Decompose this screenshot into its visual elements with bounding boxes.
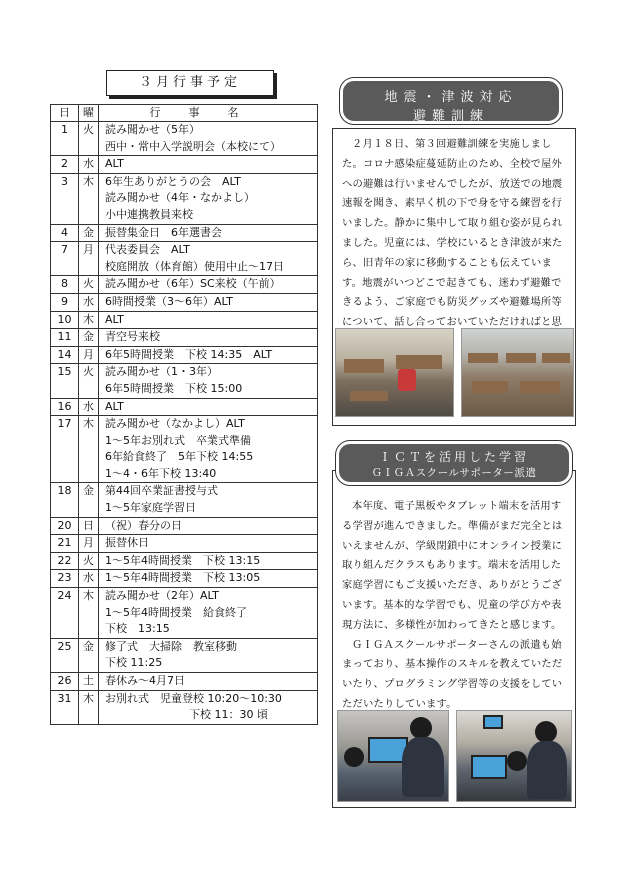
schedule-day: 2 [51, 156, 79, 174]
schedule-event [99, 638, 318, 672]
schedule-event [99, 311, 318, 329]
schedule-event-line: 読み聞かせ（2年）ALT [105, 589, 219, 603]
schedule-event-line: ALT [105, 399, 124, 413]
schedule-weekday: 水 [79, 293, 99, 311]
schedule-day: 8 [51, 276, 79, 294]
schedule-weekday: 月 [79, 346, 99, 364]
drill-title-line2: 避難訓練 [412, 109, 489, 124]
schedule-weekday: 土 [79, 673, 99, 691]
schedule-event-line: 1～4・6年下校 13:40 [105, 466, 217, 480]
schedule-event [99, 156, 318, 174]
schedule-event-line: 1～5年家庭学習日 [105, 501, 196, 515]
schedule-weekday: 金 [79, 329, 99, 347]
schedule-row [51, 552, 318, 570]
schedule-row [51, 364, 318, 398]
schedule-event-line: 振替休日 [105, 536, 149, 550]
schedule-day: 25 [51, 638, 79, 672]
schedule-row [51, 588, 318, 639]
schedule-row [51, 638, 318, 672]
schedule-row [51, 690, 318, 724]
schedule-event-line: 修了式 大掃除 教室移動 [105, 639, 237, 653]
drill-body: ２月１８日、第３回避難訓練を実施しました。コロナ感染症蔓延防止のため、全校で屋外への避難は行いませんでしたが、放送での地震速報を聞き、素早く机の下で身を守る練習を行いました。静かに集中して取り組む姿が見られました。児童には、学校にいるとき津波が来たら、旧青年の家に移動することも伝えています。地震がいつどこで起きても、迷わず避難できるよう、ご家庭でも防災グッズや避難場所等について、話し合っておいていただければと思 [342, 138, 563, 329]
schedule-day: 9 [51, 293, 79, 311]
schedule-event-line: ALT [105, 157, 124, 171]
schedule-event-line: 春休み～4月7日 [105, 674, 185, 687]
schedule-day: 10 [51, 311, 79, 329]
schedule-row [51, 570, 318, 588]
schedule-weekday: 日 [79, 517, 99, 535]
schedule-row [51, 329, 318, 347]
schedule-event [99, 416, 318, 483]
schedule-event [99, 690, 318, 724]
schedule-event-line: 読み聞かせ（なかよし）ALT [105, 417, 245, 431]
schedule-weekday: 木 [79, 311, 99, 329]
schedule-event [99, 483, 318, 517]
ict-paragraph-2: ＧＩＧＡスクールサポーターさんの派遣も始まっており、基本操作のスキルを教えていただいたり、プログラミング学習等の支援をしていただいたりしています。 [342, 638, 563, 710]
schedule-event [99, 242, 318, 276]
schedule-event-line: ALT [105, 312, 124, 326]
schedule-event-line: 6年5時間授業 下校 14:35 ALT [105, 347, 273, 361]
header-event: 行事名 [99, 105, 318, 122]
schedule-event [99, 122, 318, 156]
schedule-event-line: 第44回卒業証書授与式 [105, 484, 218, 498]
schedule-day: 7 [51, 242, 79, 276]
schedule-weekday: 金 [79, 483, 99, 517]
schedule-weekday: 水 [79, 398, 99, 416]
schedule-day: 14 [51, 346, 79, 364]
schedule-event-line: 校庭開放（体育館）使用中止～17日 [105, 259, 284, 273]
schedule-day: 17 [51, 416, 79, 483]
schedule-weekday: 火 [79, 552, 99, 570]
schedule-weekday: 金 [79, 224, 99, 242]
schedule-weekday: 金 [79, 638, 99, 672]
schedule-row [51, 311, 318, 329]
schedule-row [51, 224, 318, 242]
schedule-weekday: 火 [79, 364, 99, 398]
schedule-event [99, 224, 318, 242]
schedule-row [51, 517, 318, 535]
schedule-event [99, 517, 318, 535]
schedule-event-line: 6年5時間授業 下校 15:00 [105, 381, 243, 395]
ict-photo-2 [456, 710, 572, 802]
schedule-event [99, 346, 318, 364]
schedule-weekday: 火 [79, 276, 99, 294]
schedule-event [99, 329, 318, 347]
schedule-body [51, 122, 318, 725]
schedule-day: 4 [51, 224, 79, 242]
ict-heading [336, 441, 572, 485]
schedule-event [99, 398, 318, 416]
schedule-event-line: 小中連携教員来校 [105, 207, 193, 221]
schedule-row [51, 483, 318, 517]
schedule-day: 16 [51, 398, 79, 416]
schedule-day: 23 [51, 570, 79, 588]
schedule-event-line: 1～5年4時間授業 下校 13:15 [105, 553, 261, 567]
header-day: 日 [51, 105, 79, 122]
schedule-event-line: 1～5年お別れ式 卒業式準備 [105, 433, 251, 447]
schedule-row [51, 293, 318, 311]
schedule-day: 18 [51, 483, 79, 517]
drill-heading [340, 78, 562, 124]
schedule-event-line: 1～5年4時間授業 給食終了 [105, 605, 247, 619]
schedule-header-row [51, 105, 318, 122]
header-dow: 曜 [79, 105, 99, 122]
schedule-day: 22 [51, 552, 79, 570]
schedule-day: 15 [51, 364, 79, 398]
schedule-weekday: 木 [79, 588, 99, 639]
schedule-event-line: 読み聞かせ（1・3年） [105, 365, 218, 379]
schedule-day: 11 [51, 329, 79, 347]
schedule-day: 24 [51, 588, 79, 639]
schedule-event-line: 6時間授業（3～6年）ALT [105, 294, 233, 308]
schedule-event-line: 下校 13:15 [105, 622, 170, 636]
schedule-title: ３月行事予定 [106, 70, 274, 96]
drill-title-line1: 地震・津波対応 [384, 90, 518, 105]
schedule-event-line: 読み聞かせ（6年）SC来校（午前） [105, 277, 281, 291]
schedule-event-line: 読み聞かせ（4年・なかよし） [105, 191, 255, 205]
schedule-event [99, 276, 318, 294]
schedule-event [99, 588, 318, 639]
schedule-event-line: 下校 11：30 頃 [189, 708, 268, 722]
schedule-event-line: （祝）春分の日 [105, 518, 182, 532]
schedule-table [50, 104, 318, 725]
schedule-day: 20 [51, 517, 79, 535]
schedule-event-line: 1～5年4時間授業 下校 13:05 [105, 571, 261, 585]
schedule-weekday: 火 [79, 122, 99, 156]
schedule-event-line: 読み聞かせ（5年） [105, 123, 200, 136]
ict-title-line1: ＩＣＴを活用した学習 [378, 450, 529, 464]
schedule-row [51, 346, 318, 364]
schedule-event-line: 振替集金日 6年選書会 [105, 225, 222, 239]
schedule-row [51, 416, 318, 483]
drill-photo-1 [335, 328, 454, 417]
drill-photo-2 [461, 328, 574, 417]
schedule-weekday: 木 [79, 690, 99, 724]
ict-title-line2: ＧＩＧＡスクールサポーター派遣 [371, 467, 537, 479]
schedule-weekday: 水 [79, 156, 99, 174]
schedule-day: 26 [51, 673, 79, 691]
schedule-event-line: 西中・常中入学説明会（本校にて） [105, 139, 281, 153]
schedule-event [99, 364, 318, 398]
schedule-row [51, 156, 318, 174]
schedule-event-line: 代表委員会 ALT [105, 243, 190, 257]
schedule-day: 31 [51, 690, 79, 724]
schedule-weekday: 木 [79, 173, 99, 224]
schedule-weekday: 木 [79, 416, 99, 483]
schedule-event-line: 6年生ありがとうの会 ALT [105, 174, 241, 188]
schedule-row [51, 398, 318, 416]
schedule-day: 21 [51, 535, 79, 553]
schedule-event [99, 552, 318, 570]
schedule-event-line: 青空号来校 [105, 330, 160, 344]
schedule-event-line: 6年給食終了 5年下校 14:55 [105, 450, 254, 464]
schedule-event-line: お別れ式 児童登校 10:20～10:30 [105, 691, 282, 705]
ict-photo-1 [337, 710, 449, 802]
schedule-day: 1 [51, 122, 79, 156]
schedule-row [51, 535, 318, 553]
schedule-event [99, 173, 318, 224]
schedule-weekday: 月 [79, 535, 99, 553]
schedule-event [99, 535, 318, 553]
schedule-row [51, 242, 318, 276]
schedule-event [99, 673, 318, 691]
schedule-event [99, 293, 318, 311]
schedule-weekday: 水 [79, 570, 99, 588]
ict-paragraph-1: 本年度、電子黒板やタブレット端末を活用する学習が進んできました。準備がまだ完全とはいえませんが、学級閉鎖中にオンライン授業に取り組んだクラスもあります。端末を活用した家庭学習にもご支援いただき、ありがとうございます。基本的な学習でも、児童の学び方や表現方法に、多様性が加わってきたと感じます。 [342, 500, 563, 631]
schedule-weekday: 月 [79, 242, 99, 276]
schedule-event [99, 570, 318, 588]
schedule-row [51, 122, 318, 156]
schedule-event-line: 下校 11:25 [105, 656, 163, 670]
schedule-row [51, 673, 318, 691]
schedule-day: 3 [51, 173, 79, 224]
schedule-row [51, 173, 318, 224]
schedule-row [51, 276, 318, 294]
